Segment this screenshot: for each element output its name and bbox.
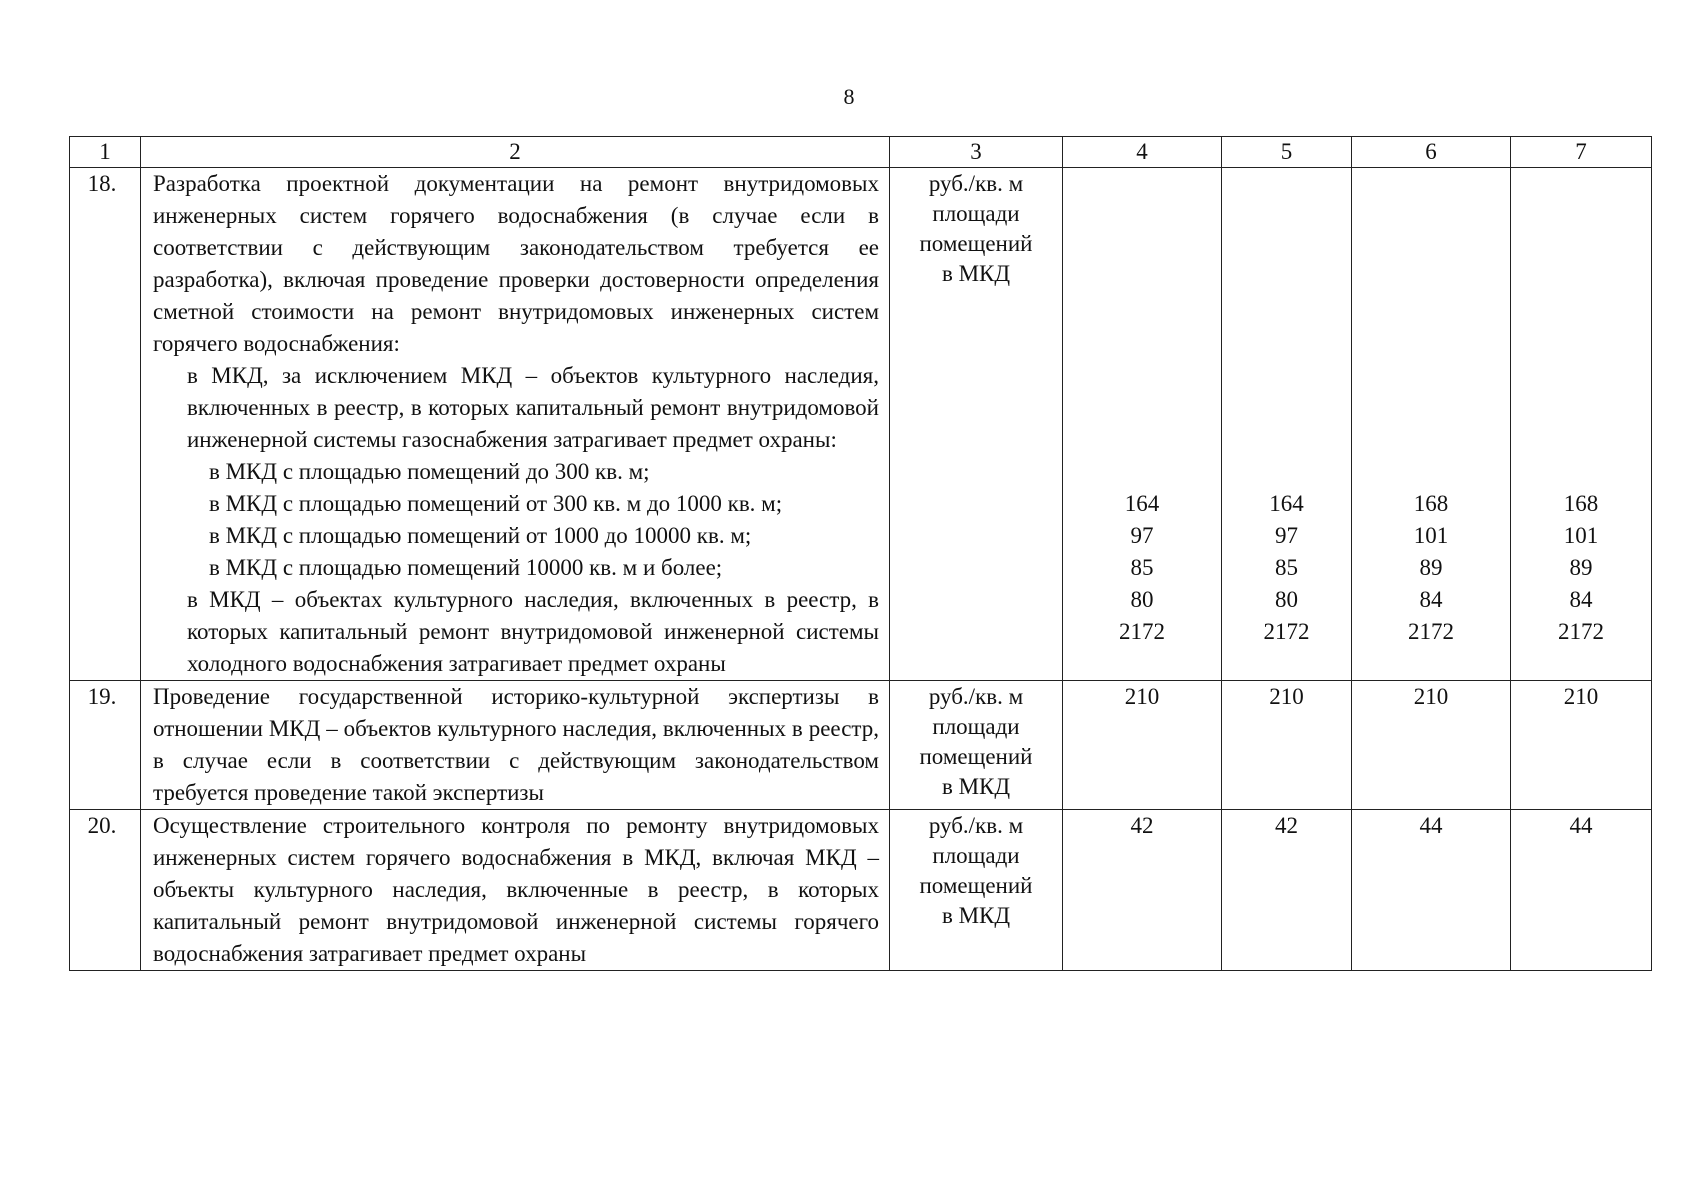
value: 80 [1130, 587, 1154, 612]
unit-line: площади [932, 714, 1020, 739]
unit-line: площади [932, 843, 1020, 868]
column-header-4: 4 [1063, 137, 1222, 168]
unit-line: помещений [919, 231, 1033, 256]
value-cell-col6 [1352, 168, 1511, 681]
value: 168 [1413, 491, 1449, 516]
column-header-3: 3 [890, 137, 1063, 168]
value: 2172 [1119, 619, 1165, 644]
value: 164 [1269, 491, 1304, 516]
unit-line: в МКД [941, 774, 1011, 799]
value: 89 [1569, 555, 1593, 580]
unit-line: руб./кв. м [928, 684, 1024, 709]
value-cell-col5: 42 [1222, 810, 1352, 971]
unit-line: в МКД [941, 903, 1011, 928]
table-row [70, 168, 1652, 681]
area-item: в МКД с площадью помещений от 300 кв. м до 1000 кв. м; [209, 491, 783, 516]
description-main: Проведение государственной историко-культурной экспертизы в отношении МКД – объектов культурного наследия, включенных в реестр, в случае если в соответствии с действующим законодательством требуется проведение такой экспертизы [153, 684, 879, 805]
value-cell-col4: 42 [1063, 810, 1222, 971]
value-cell-col7: 210 [1511, 681, 1652, 810]
value: 85 [1275, 555, 1298, 580]
unit-cell [890, 168, 1063, 681]
value: 2172 [1408, 619, 1454, 644]
value: 2172 [1558, 619, 1604, 644]
value: 164 [1124, 491, 1160, 516]
value: 84 [1569, 587, 1593, 612]
unit-line: в МКД [941, 261, 1011, 286]
row-description [141, 168, 890, 681]
table-row [70, 810, 1652, 971]
column-header-1: 1 [70, 137, 141, 168]
value: 89 [1419, 555, 1443, 580]
table-row [70, 681, 1652, 810]
value: 168 [1563, 491, 1599, 516]
table-header-row [70, 137, 1652, 168]
value-cell-col7: 44 [1511, 810, 1652, 971]
page-number: 8 [843, 84, 855, 109]
area-item: в МКД с площадью помещений 10000 кв. м и более; [209, 555, 723, 580]
value: 97 [1130, 523, 1154, 548]
row-number: 18. [70, 168, 141, 681]
description-main: Разработка проектной документации на ремонт внутридомовых инженерных систем горячего водоснабжения (в случае если в соответствии с действующим законодательством требуется ее разработка), включая проведение проверки достоверности определения сметной стоимости на ремонт внутридомовых инженерных систем горячего водоснабжения: [153, 171, 879, 356]
column-header-7: 7 [1511, 137, 1652, 168]
column-header-5: 5 [1222, 137, 1352, 168]
unit-line: помещений [919, 744, 1033, 769]
value: 85 [1130, 555, 1154, 580]
description-subitem: в МКД – объектах культурного наследия, включенных в реестр, в которых капитальный ремонт внутридомовой инженерной системы холодного водоснабжения затрагивает предмет охраны [187, 587, 879, 676]
value-cell-col6: 210 [1352, 681, 1511, 810]
row-number: 19. [70, 681, 141, 810]
value-cell-col5 [1222, 168, 1352, 681]
value: 2172 [1263, 619, 1310, 644]
column-header-6: 6 [1352, 137, 1511, 168]
value-cell-col6: 44 [1352, 810, 1511, 971]
unit-cell [890, 810, 1063, 971]
column-header-2: 2 [141, 137, 890, 168]
value: 101 [1563, 523, 1599, 548]
value-cell-col5: 210 [1222, 681, 1352, 810]
value: 97 [1275, 523, 1298, 548]
value: 101 [1413, 523, 1449, 548]
row-description [141, 810, 890, 971]
value-cell-col7 [1511, 168, 1652, 681]
description-main: Осуществление строительного контроля по ремонту внутридомовых инженерных систем горячего водоснабжения в МКД, включая МКД – объекты культурного наследия, включенные в реестр, в которых капитальный ремонт внутридомовой инженерной системы горячего водоснабжения затрагивает предмет охраны [153, 813, 879, 966]
unit-line: помещений [919, 873, 1033, 898]
unit-line: площади [932, 201, 1020, 226]
unit-cell [890, 681, 1063, 810]
description-subitem: в МКД, за исключением МКД – объектов культурного наследия, включенных в реестр, в которых капитальный ремонт внутридомовой инженерной системы газоснабжения затрагивает предмет охраны: [187, 363, 879, 452]
row-description [141, 681, 890, 810]
unit-line: руб./кв. м [928, 171, 1024, 196]
value: 80 [1275, 587, 1298, 612]
value-cell-col4 [1063, 168, 1222, 681]
area-item: в МКД с площадью помещений от 1000 до 10000 кв. м; [209, 523, 752, 548]
tariff-table [69, 136, 1652, 971]
value-cell-col4: 210 [1063, 681, 1222, 810]
row-number: 20. [70, 810, 141, 971]
unit-line: руб./кв. м [928, 813, 1024, 838]
area-item: в МКД с площадью помещений до 300 кв. м; [209, 459, 650, 484]
value: 84 [1419, 587, 1443, 612]
